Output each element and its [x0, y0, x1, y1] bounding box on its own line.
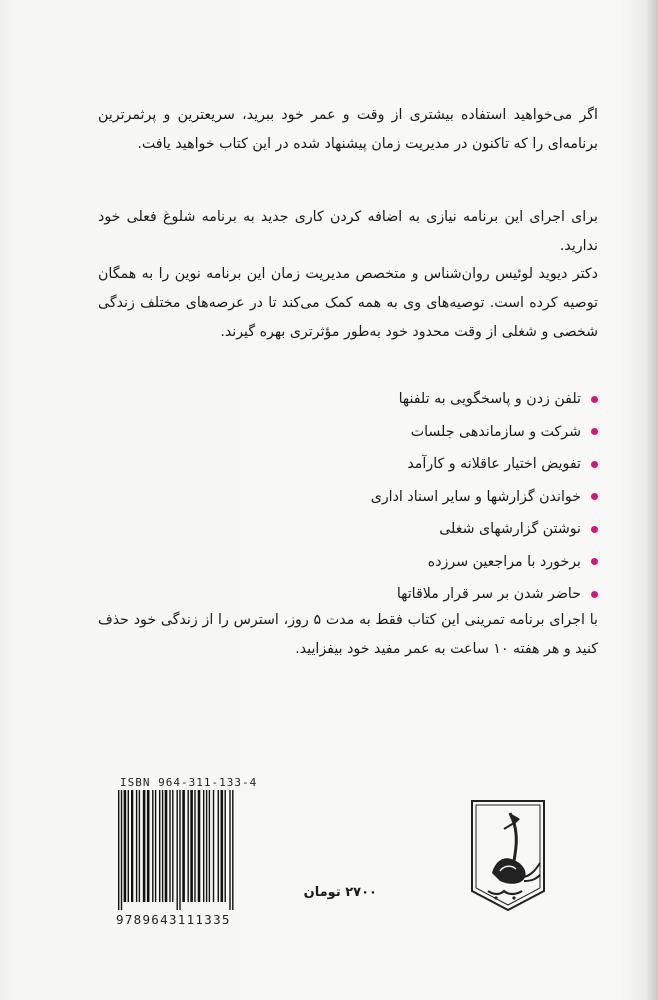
price-label — [297, 885, 377, 900]
list-item: تفویض اختیار عاقلانه و کارآمد — [98, 448, 598, 481]
barcode-bar — [229, 790, 230, 910]
publisher-logo — [470, 799, 546, 912]
publisher-logo-bird-icon — [470, 799, 546, 912]
barcode-bar — [203, 790, 204, 902]
list-item: حاضر شدن بر سر قرار ملاقاتها — [98, 578, 598, 611]
barcode-bar — [177, 790, 178, 910]
page-edge-shadow — [646, 0, 658, 1000]
barcode-bar — [124, 790, 127, 902]
bullet-dot-icon — [591, 396, 598, 403]
list-item: برخورد با مراجعین سرزده — [98, 546, 598, 579]
barcode-bar — [162, 790, 163, 902]
barcode-bar — [172, 790, 173, 902]
barcode-digits: 9789643111335 — [116, 912, 231, 927]
bullet-dot-icon — [591, 461, 598, 468]
program-paragraph: برای اجرای این برنامه نیازی به اضافه کردن کاری جدید به برنامه شلوغ فعلی خود ندارید. — [98, 209, 598, 254]
barcode-bar — [136, 790, 137, 902]
barcode-bar — [221, 790, 224, 902]
topics-list — [98, 383, 598, 611]
bullet-dot-icon — [591, 558, 598, 565]
barcode-bar — [147, 790, 150, 902]
list-item: نوشتن گزارشهای شغلی — [98, 513, 598, 546]
barcode-bar — [206, 790, 207, 902]
bullet-dot-icon — [591, 428, 598, 435]
barcode-bar — [128, 790, 129, 902]
bullet-dot-icon — [591, 493, 598, 500]
barcode-bar — [139, 790, 140, 902]
bullet-dot-icon — [591, 526, 598, 533]
barcode-bar — [118, 790, 119, 910]
barcode-bar — [155, 790, 156, 902]
barcode-bar — [121, 790, 122, 910]
barcode-bar — [190, 790, 193, 902]
price-currency: تومان — [303, 885, 341, 900]
isbn-label: ISBN 964-311-133-4 — [120, 776, 258, 789]
barcode-bar — [143, 790, 146, 902]
barcode-bar — [131, 790, 133, 902]
author-paragraph: دکتر دیوید لوئیس روان‌شناس و متخصص مدیریت زمان این برنامه نوین را به همگان توصیه کرده است. توصیه‌های وی به همه کمک می‌کند تا در عرصه‌های مختلف زندگی شخصی و شغلی از وقت محدود خود به‌طور مؤثرتری بهره گیرند. — [98, 266, 598, 340]
barcode-bar — [159, 790, 160, 902]
barcode-bar — [232, 790, 233, 910]
barcode-bar — [188, 790, 189, 902]
intro-paragraph: اگر می‌خواهید استفاده بیشتری از وقت و عمر خود ببرید، سریعترین و پرثمرترین برنامه‌ای را که تاکنون در مدیریت زمان پیشنهاد شده در این کتاب خواهید یافت. — [98, 107, 598, 152]
barcode-icon — [114, 790, 268, 910]
barcode-bar — [179, 790, 180, 910]
barcode-bar — [218, 790, 219, 902]
barcode-bar — [182, 790, 185, 902]
barcode-bar — [165, 790, 168, 902]
barcode-bar — [209, 790, 210, 902]
barcode-bar — [213, 790, 214, 902]
bullet-dot-icon — [591, 591, 598, 598]
list-item: تلفن زدن و پاسخگویی به تلفنها — [98, 383, 598, 416]
barcode-bars — [114, 790, 268, 910]
barcode-bar — [169, 790, 170, 902]
price-amount: ۲۷۰۰ — [345, 885, 377, 900]
list-item: خواندن گزارشها و سایر اسناد اداری — [98, 481, 598, 514]
barcode-bar — [225, 790, 226, 902]
barcode-bar — [198, 790, 201, 902]
barcode-bar — [194, 790, 195, 902]
barcode-bar — [152, 790, 153, 902]
list-item: شرکت و سازماندهی جلسات — [98, 416, 598, 449]
closing-paragraph: با اجرای برنامه تمرینی این کتاب فقط به مدت ۵ روز، استرس را از زندگی خود حذف کنید و هر هفته ۱۰ ساعت به عمر مفید خود بیفزایید. — [98, 612, 598, 657]
